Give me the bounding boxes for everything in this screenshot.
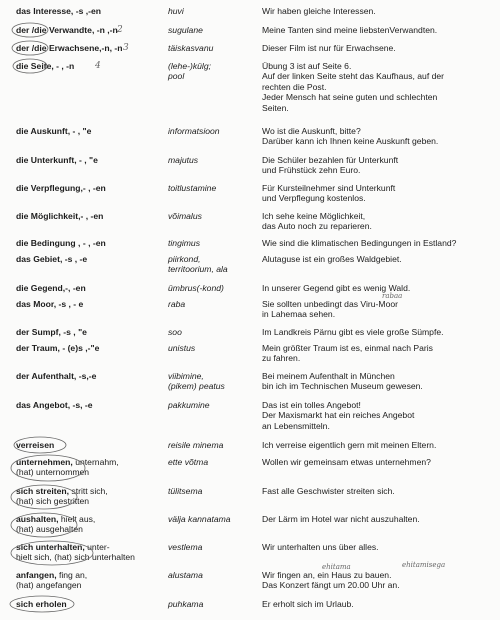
example-sentence: Für Kursteilnehmer sind Unterkunft und Verpflegung kostenlos. bbox=[262, 183, 396, 204]
estonian-translation: alustama bbox=[168, 570, 203, 580]
handwritten-number: 2 bbox=[117, 25, 123, 35]
term-headword: unternehmen, bbox=[16, 457, 73, 467]
german-term bbox=[16, 61, 162, 71]
example-sentence: Wie sind die klimatischen Bedingungen in Estland? bbox=[262, 238, 457, 248]
term-headword: das Angebot, -s, -e bbox=[16, 400, 93, 410]
example-sentence: Wo ist die Auskunft, bitte? Darüber kann ich Ihnen keine Auskunft geben. bbox=[262, 126, 439, 147]
estonian-translation: ette võtma bbox=[168, 457, 209, 467]
term-headword: die Auskunft, - , "e bbox=[16, 126, 92, 136]
example-sentence: Übung 3 ist auf Seite 6. Auf der linken Seite steht das Kaufhaus, auf der rechten die Post. Jeder Mensch hat seine guten und schlechten Seiten. bbox=[262, 61, 445, 113]
estonian-translation: välja kannatama bbox=[168, 514, 231, 524]
example-sentence: Er erholt sich im Urlaub. bbox=[262, 599, 354, 609]
german-term bbox=[16, 440, 162, 450]
estonian-translation: puhkama bbox=[168, 599, 204, 609]
estonian-translation: (lehe-)külg; pool bbox=[168, 61, 211, 82]
handwritten-number: 4 bbox=[95, 61, 101, 71]
term-forms: unternahm, (hat) unternommen bbox=[16, 457, 119, 478]
term-headword: die Seite, - , -n bbox=[16, 61, 75, 71]
term-headword: die Unterkunft, - , "e bbox=[16, 155, 98, 165]
estonian-translation: reisile minema bbox=[168, 440, 224, 450]
term-headword: aushalten, bbox=[16, 514, 59, 524]
handwritten-number: 3 bbox=[123, 43, 129, 53]
german-term bbox=[16, 371, 162, 381]
german-term bbox=[16, 514, 162, 535]
example-sentence: Das ist ein tolles Angebot! Der Maxismarkt hat ein reiches Angebot an Lebensmitteln. bbox=[262, 400, 415, 431]
german-term bbox=[16, 283, 162, 293]
example-sentence: Wir haben gleiche Interessen. bbox=[262, 6, 376, 16]
example-sentence: Ich verreise eigentlich gern mit meinen Eltern. bbox=[262, 440, 437, 450]
term-headword: sich streiten, bbox=[16, 486, 70, 496]
example-sentence: Dieser Film ist nur für Erwachsene. bbox=[262, 43, 396, 53]
term-headword: sich unterhalten, bbox=[16, 542, 85, 552]
german-term bbox=[16, 542, 162, 563]
estonian-translation: vestlema bbox=[168, 542, 203, 552]
example-sentence: Bei meinem Aufenthalt in München bin ich im Technischen Museum gewesen. bbox=[262, 371, 423, 392]
german-term bbox=[16, 327, 162, 337]
example-sentence: Wollen wir gemeinsam etwas unternehmen? bbox=[262, 457, 431, 467]
german-term bbox=[16, 238, 162, 248]
estonian-translation: sugulane bbox=[168, 25, 203, 35]
german-term bbox=[16, 211, 162, 221]
estonian-translation: raba bbox=[168, 299, 186, 309]
example-sentence: Im Landkreis Pärnu gibt es viele große Sümpfe. bbox=[262, 327, 444, 337]
term-forms: hielt aus, (hat) ausgehalten bbox=[16, 514, 96, 535]
example-sentence: Fast alle Geschwister streiten sich. bbox=[262, 486, 395, 496]
term-headword: das Moor, -s , - e bbox=[16, 299, 84, 309]
term-headword: das Gebiet, -s , -e bbox=[16, 254, 88, 264]
estonian-translation: viibimine, (pikem) peatus bbox=[168, 371, 225, 392]
term-forms: unter- hielt sich, (hat) sich unterhalten bbox=[16, 542, 135, 563]
term-headword: der Aufenthalt, -s,-e bbox=[16, 371, 97, 381]
handwritten-note: ehitamisega bbox=[402, 561, 446, 569]
example-sentence: Die Schüler bezahlen für Unterkunft und Frühstück zehn Euro. bbox=[262, 155, 399, 176]
german-term bbox=[16, 343, 162, 353]
term-headword: der /die Erwachsene,-n, -n bbox=[16, 43, 123, 53]
estonian-translation: piirkond, territoorium, ala bbox=[168, 254, 228, 275]
german-term bbox=[16, 599, 162, 609]
german-term bbox=[16, 43, 162, 53]
example-sentence: In unserer Gegend gibt es wenig Wald. bbox=[262, 283, 411, 293]
term-forms: stritt sich, (hat) sich gestritten bbox=[16, 486, 108, 507]
estonian-translation: tülitsema bbox=[168, 486, 203, 496]
example-sentence: Wir fingen an, ein Haus zu bauen. Das Konzert fängt um 20.00 Uhr an. bbox=[262, 570, 400, 591]
estonian-translation: ümbrus(-kond) bbox=[168, 283, 224, 293]
german-term bbox=[16, 457, 162, 478]
estonian-translation: võimalus bbox=[168, 211, 202, 221]
example-sentence: Mein größter Traum ist es, einmal nach Paris zu fahren. bbox=[262, 343, 433, 364]
term-headword: der Sumpf, -s , "e bbox=[16, 327, 87, 337]
example-sentence: Meine Tanten sind meine liebstenVerwandten. bbox=[262, 25, 438, 35]
term-headword: die Verpflegung,- , -en bbox=[16, 183, 106, 193]
estonian-translation: toitlustamine bbox=[168, 183, 217, 193]
german-term bbox=[16, 299, 162, 309]
estonian-translation: informatsioon bbox=[168, 126, 220, 136]
german-term bbox=[16, 254, 162, 264]
term-headword: der Traum, - (e)s ,-"e bbox=[16, 343, 100, 353]
german-term bbox=[16, 486, 162, 507]
example-sentence: Der Lärm im Hotel war nicht auszuhalten. bbox=[262, 514, 420, 524]
term-headword: anfangen, bbox=[16, 570, 57, 580]
example-sentence: Wir unterhalten uns über alles. bbox=[262, 542, 379, 552]
handwritten-note: rabaa bbox=[382, 292, 403, 300]
german-term bbox=[16, 183, 162, 193]
term-headword: die Bedingung , - , -en bbox=[16, 238, 106, 248]
estonian-translation: soo bbox=[168, 327, 182, 337]
estonian-translation: pakkumine bbox=[168, 400, 210, 410]
example-sentence: Sie sollten unbedingt das Viru-Moor in Lahemaa sehen. bbox=[262, 299, 398, 320]
handwritten-note: ehitama bbox=[322, 563, 351, 571]
estonian-translation: tingimus bbox=[168, 238, 200, 248]
example-sentence: Alutaguse ist ein großes Waldgebiet. bbox=[262, 254, 402, 264]
german-term bbox=[16, 6, 162, 16]
german-term bbox=[16, 126, 162, 136]
estonian-translation: huvi bbox=[168, 6, 184, 16]
term-headword: die Gegend,-, -en bbox=[16, 283, 86, 293]
estonian-translation: unistus bbox=[168, 343, 196, 353]
term-headword: die Möglichkeit,- , -en bbox=[16, 211, 104, 221]
german-term bbox=[16, 400, 162, 410]
term-headword: verreisen bbox=[16, 440, 55, 450]
term-headword: sich erholen bbox=[16, 599, 67, 609]
german-term bbox=[16, 570, 162, 591]
example-sentence: Ich sehe keine Möglichkeit, das Auto noch zu reparieren. bbox=[262, 211, 372, 232]
term-headword: der /die Verwandte, -n ,-n bbox=[16, 25, 118, 35]
estonian-translation: täiskasvanu bbox=[168, 43, 214, 53]
german-term bbox=[16, 155, 162, 165]
term-headword: das Interesse, -s ,-en bbox=[16, 6, 102, 16]
german-term bbox=[16, 25, 162, 35]
estonian-translation: majutus bbox=[168, 155, 199, 165]
term-forms: fing an, (hat) angefangen bbox=[16, 570, 88, 591]
